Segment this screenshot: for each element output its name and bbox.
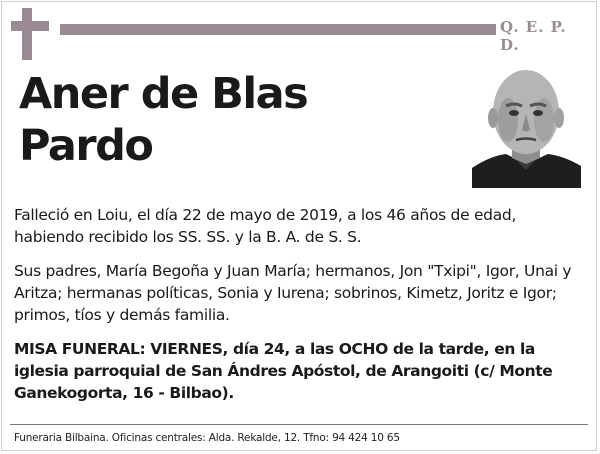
deceased-name — [19, 68, 307, 172]
header-bar — [60, 24, 496, 35]
deceased-name-line1: Aner de Blas — [19, 69, 308, 119]
death-notice-paragraph: Falleció en Loiu, el día 22 de mayo de 2019, a los 46 años de edad, habiendo recibido los SS. SS. y la B. A. de S. S. — [14, 206, 517, 246]
portrait-photo — [472, 60, 581, 188]
funeral-mass-paragraph: MISA FUNERAL: VIERNES, día 24, a las OCHO de la tarde, en la iglesia parroquial de San Ándres Apóstol, de Arangoiti (c/ Monte Ganekogorta, 16 - Bilbao). — [14, 340, 553, 402]
deceased-name-line2: Pardo — [19, 121, 153, 171]
family-paragraph: Sus padres, María Begoña y Juan María; hermanos, Jon "Txipi", Igor, Unai y Aritza; hermanas políticas, Sonia y Iurena; sobrinos, Kimetz, Joritz e Igor; primos, tíos y demás familia. — [14, 262, 572, 324]
funeral-home-footer: Funeraria Bilbaina. Oficinas centrales: Alda. Rekalde, 12. Tfno: 94 424 10 65 — [14, 432, 400, 444]
qepd-label: Q. E. P. D. — [500, 18, 567, 54]
footer-divider — [10, 424, 588, 425]
